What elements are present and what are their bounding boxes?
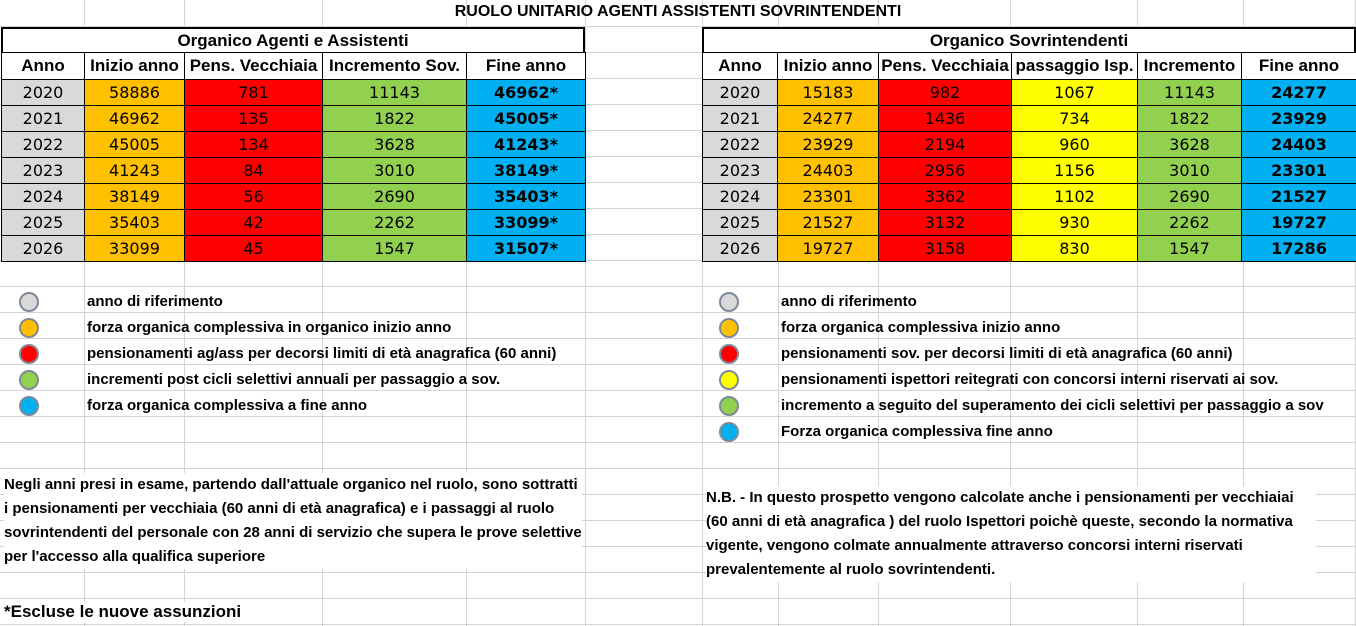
- left-section-title: Organico Agenti e Assistenti: [1, 27, 585, 52]
- circle-icon: [719, 344, 739, 364]
- left-table-cell: 45: [185, 236, 323, 262]
- left-table-cell: 41243: [85, 158, 185, 184]
- right-table-cell: 2025: [703, 210, 778, 236]
- circle-icon: [719, 422, 739, 442]
- right-table-cell: 3132: [879, 210, 1012, 236]
- right-table-cell: 734: [1012, 106, 1138, 132]
- left-table-cell: 84: [185, 158, 323, 184]
- left-data-table: [1, 52, 586, 262]
- right-table-row: [703, 236, 1356, 262]
- left-table-cell: 33099: [85, 236, 185, 262]
- left-table-cell: 56: [185, 184, 323, 210]
- left-table-cell: 45005: [85, 132, 185, 158]
- circle-icon: [719, 318, 739, 338]
- right-table-cell: 1067: [1012, 80, 1138, 106]
- left-table-cell: 11143: [323, 80, 467, 106]
- right-table-cell: 3158: [879, 236, 1012, 262]
- right-table-cell: 24403: [778, 158, 879, 184]
- left-table-cell: 3628: [323, 132, 467, 158]
- right-table-row: [703, 158, 1356, 184]
- left-table-cell: 134: [185, 132, 323, 158]
- left-table-row: [2, 132, 586, 158]
- right-table-cell: 2956: [879, 158, 1012, 184]
- left-table-cell: 2020: [2, 80, 85, 106]
- left-table-row: [2, 106, 586, 132]
- left-table-cell: 135: [185, 106, 323, 132]
- left-table-cell: 46962: [85, 106, 185, 132]
- right-legend-label: Forza organica complessiva fine anno: [781, 423, 1053, 440]
- right-table-cell: 17286: [1242, 236, 1356, 262]
- right-table-cell: 23929: [778, 132, 879, 158]
- right-legend-label: incremento a seguito del superamento dei cicli selettivi per passaggio a sov: [781, 397, 1324, 414]
- left-legend-label: pensionamenti ag/ass per decorsi limiti di età anagrafica (60 anni): [87, 345, 557, 362]
- right-table-cell: 24277: [1242, 80, 1356, 106]
- circle-icon: [19, 318, 39, 338]
- right-table-cell: 2020: [703, 80, 778, 106]
- right-table-cell: 21527: [1242, 184, 1356, 210]
- left-table-cell: 2022: [2, 132, 85, 158]
- right-table-cell: 2022: [703, 132, 778, 158]
- right-table-cell: 15183: [778, 80, 879, 106]
- left-table-cell: 2024: [2, 184, 85, 210]
- right-table-cell: 3362: [879, 184, 1012, 210]
- left-table-cell: 33099*: [467, 210, 586, 236]
- left-table-cell: 3010: [323, 158, 467, 184]
- right-table-cell: 960: [1012, 132, 1138, 158]
- left-header-cell: Incremento Sov.: [323, 53, 467, 80]
- right-table-cell: 24277: [778, 106, 879, 132]
- right-table-cell: 1156: [1012, 158, 1138, 184]
- left-table-row: [2, 80, 586, 106]
- left-table-cell: 2026: [2, 236, 85, 262]
- right-table-row: [703, 184, 1356, 210]
- right-table-row: [703, 106, 1356, 132]
- left-table-cell: 46962*: [467, 80, 586, 106]
- left-table-cell: 38149*: [467, 158, 586, 184]
- left-table-row: [2, 210, 586, 236]
- footnote: *Escluse le nuove assunzioni: [4, 602, 242, 621]
- right-table-cell: 1436: [879, 106, 1012, 132]
- right-table-cell: 1102: [1012, 184, 1138, 210]
- left-header-cell: Anno: [2, 53, 85, 80]
- circle-icon: [19, 370, 39, 390]
- right-note: N.B. - In questo prospetto vengono calcolate anche i pensionamenti per vecchiaiai (60 anni di età anagrafica ) del ruolo Ispettori poichè queste, secondo la normativa vigente, vengono colmate annualmente attraverso concorsi interni riservati prevalentemente al ruolo sovrintendenti.: [706, 486, 1316, 582]
- left-header-cell: Pens. Vecchiaia: [185, 53, 323, 80]
- right-table-cell: 2194: [879, 132, 1012, 158]
- left-legend-label: anno di riferimento: [87, 293, 223, 310]
- left-header-cell: Inizio anno: [85, 53, 185, 80]
- left-table-cell: 2021: [2, 106, 85, 132]
- right-table-cell: 23301: [778, 184, 879, 210]
- right-table-cell: 11143: [1138, 80, 1242, 106]
- circle-icon: [719, 396, 739, 416]
- right-table-cell: 19727: [1242, 210, 1356, 236]
- circle-icon: [19, 396, 39, 416]
- right-table-cell: 2024: [703, 184, 778, 210]
- right-header-cell: passaggio Isp.: [1012, 53, 1138, 80]
- right-table-row: [703, 80, 1356, 106]
- right-table-cell: 21527: [778, 210, 879, 236]
- left-table-cell: 2025: [2, 210, 85, 236]
- right-header-cell: Inizio anno: [778, 53, 879, 80]
- left-header-cell: Fine anno: [467, 53, 586, 80]
- right-table-row: [703, 210, 1356, 236]
- right-legend-label: pensionamenti sov. per decorsi limiti di età anagrafica (60 anni): [781, 345, 1233, 362]
- right-table-row: [703, 132, 1356, 158]
- left-table-row: [2, 158, 586, 184]
- sheet-title: RUOLO UNITARIO AGENTI ASSISTENTI SOVRINTENDENTI: [454, 3, 902, 20]
- right-table-cell: 24403: [1242, 132, 1356, 158]
- right-table-cell: 982: [879, 80, 1012, 106]
- left-table-row: [2, 236, 586, 262]
- circle-icon: [19, 292, 39, 312]
- left-table-cell: 41243*: [467, 132, 586, 158]
- circle-icon: [719, 292, 739, 312]
- right-header-cell: Anno: [703, 53, 778, 80]
- circle-icon: [19, 344, 39, 364]
- left-legend-label: incrementi post cicli selettivi annuali per passaggio a sov.: [87, 371, 501, 388]
- right-table-cell: 23301: [1242, 158, 1356, 184]
- right-table-cell: 830: [1012, 236, 1138, 262]
- right-legend-label: forza organica complessiva inizio anno: [781, 319, 1061, 336]
- right-table-cell: 23929: [1242, 106, 1356, 132]
- left-table-cell: 42: [185, 210, 323, 236]
- left-table-cell: 781: [185, 80, 323, 106]
- right-table-cell: 3010: [1138, 158, 1242, 184]
- right-header-cell: Incremento: [1138, 53, 1242, 80]
- right-table-cell: 2023: [703, 158, 778, 184]
- right-legend-label: pensionamenti ispettori reitegrati con concorsi interni riservati ai sov.: [781, 371, 1279, 388]
- left-table-cell: 45005*: [467, 106, 586, 132]
- left-note: Negli anni presi in esame, partendo dall'attuale organico nel ruolo, sono sottratti i pensionamenti per vecchiaia (60 anni di età anagrafica) e i passaggi al ruolo sovrintendenti del personale con 28 anni di servizio che supera le prove selettive per l'accesso alla qualifica superiore: [4, 473, 582, 569]
- right-table-cell: 19727: [778, 236, 879, 262]
- left-legend-label: forza organica complessiva a fine anno: [87, 397, 368, 414]
- left-table-row: [2, 184, 586, 210]
- right-table-cell: 2021: [703, 106, 778, 132]
- left-table-cell: 35403: [85, 210, 185, 236]
- left-table-cell: 31507*: [467, 236, 586, 262]
- right-table-cell: 930: [1012, 210, 1138, 236]
- circle-icon: [719, 370, 739, 390]
- right-data-table: [702, 52, 1356, 262]
- left-table-cell: 2262: [323, 210, 467, 236]
- right-table-cell: 3628: [1138, 132, 1242, 158]
- right-legend-label: anno di riferimento: [781, 293, 917, 310]
- left-table-cell: 2023: [2, 158, 85, 184]
- right-header-cell: Pens. Vecchiaia: [879, 53, 1012, 80]
- left-table-cell: 38149: [85, 184, 185, 210]
- left-table-cell: 2690: [323, 184, 467, 210]
- left-legend-label: forza organica complessiva in organico inizio anno: [87, 319, 452, 336]
- left-table-cell: 35403*: [467, 184, 586, 210]
- left-table-cell: 58886: [85, 80, 185, 106]
- right-table-cell: 1822: [1138, 106, 1242, 132]
- right-header-cell: Fine anno: [1242, 53, 1356, 80]
- left-table-cell: 1547: [323, 236, 467, 262]
- right-table-cell: 2690: [1138, 184, 1242, 210]
- right-table-cell: 2026: [703, 236, 778, 262]
- right-table-cell: 2262: [1138, 210, 1242, 236]
- right-table-cell: 1547: [1138, 236, 1242, 262]
- left-table-cell: 1822: [323, 106, 467, 132]
- right-section-title: Organico Sovrintendenti: [702, 27, 1356, 52]
